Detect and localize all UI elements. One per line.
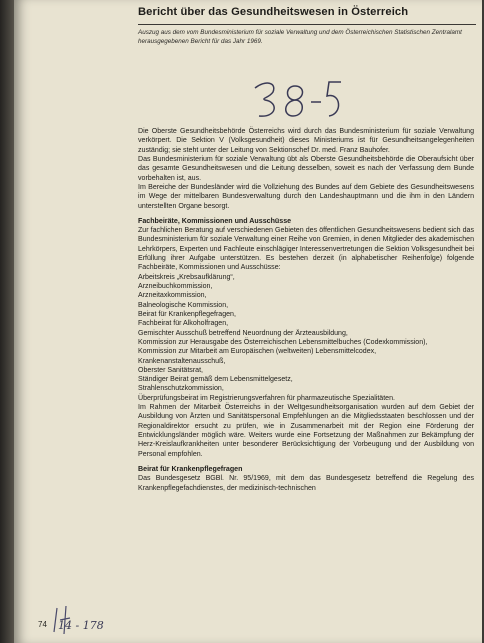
handwritten-note	[251, 78, 346, 122]
document-subtitle: Auszug aus dem vom Bundesministerium für soziale Verwaltung und dem Österreichischen Statistischen Zentralamt herausgegebenen Bericht für das Jahr 1969.	[138, 29, 462, 45]
binding-edge	[0, 0, 14, 643]
list-item: Arzneibuchkommission,	[138, 283, 213, 290]
list-item: Fachbeirat für Alkoholfragen,	[138, 320, 229, 328]
list-item: Strahlenschutzkommission,	[138, 385, 224, 393]
document-body	[138, 127, 474, 493]
paragraph: Im Rahmen der Mitarbeit Österreichs in der Weltgesundheitsorganisation wurden auf dem Gebiet der Ausbildung von Ärzten und Sanitätspersonal Empfehlungen an die Mitgliedsstaaten beschlossen und der Regionaldirektor ersucht zu prüfen, wie in Zusammenarbeit mit der Region eine Förderung der Entwicklungsländer möglich wäre. Weiters wurde eine Fortsetzung der Maßnahmen zur Bekämpfung der Herz-Kreislaufkrankheiten unter besonderer Berücksichtigung der Vorbeugung und der Ausbildung von Personal empfohlen.	[138, 404, 474, 458]
section-heading: Beirat für Krankenpflegefragen	[138, 464, 243, 473]
list-item: Balneologische Kommission,	[138, 301, 229, 309]
section-heading: Fachbeiräte, Kommissionen und Ausschüsse	[138, 216, 292, 225]
document-title: Bericht über das Gesundheitswesen in Österreich	[138, 6, 409, 18]
list-item: Ständiger Beirat gemäß dem Lebensmittelgesetz,	[138, 376, 293, 384]
committee-list	[138, 273, 474, 403]
document-page	[14, 0, 482, 643]
title-rule	[138, 24, 476, 25]
list-item: Arbeitskreis „Krebsaufklärung“,	[138, 273, 235, 281]
list-item: Oberster Sanitätsrat,	[138, 366, 204, 374]
list-item: Kommission zur Mitarbeit am Europäischen (weltweiten) Lebensmittelcodex,	[138, 348, 377, 356]
list-item: Krankenanstaltenausschuß,	[138, 357, 226, 365]
paragraph: Die Oberste Gesundheitsbehörde Österreichs wird durch das Bundesministerium für soziale Verwaltung verkörpert. Die Sektion V (Volksgesundheit) dieses Ministeriums ist für Gesundheitsangelegenheiten zuständig; sie steht unter der Leitung von Sektionschef Dr. med. Franz Bauhofer.	[138, 128, 474, 154]
paragraph: Zur fachlichen Beratung auf verschiedenen Gebieten des öffentlichen Gesundheitswesens bedient sich das Bundesministerium für soziale Verwaltung einer Reihe von Gremien, in denen Mitglieder des akademischen Lehrkörpers, Experten und Fachleute einschlägiger Interessenvertretungen die Sektion Volksgesundheit bei Erfüllung ihrer Aufgabe unterstützen. Es bestehen derzeit (in alphabetischer Reihenfolge) folgende Fachbeiräte, Kommissionen und Ausschüsse:	[138, 227, 474, 272]
list-item: Kommission zur Herausgabe des Österreichischen Lebensmittelbuches (Codexkommission),	[138, 338, 428, 346]
paragraph: Das Bundesministerium für soziale Verwaltung übt als Oberste Gesundheitsbehörde die Oberaufsicht über das gesamte Gesundheitswesen und die Leitung desselben, soweit es nach der Verfassung dem Bunde vorbehalten ist, aus.	[138, 155, 474, 182]
paragraph: Das Bundesgesetz BGBl. Nr. 95/1969, mit dem das Bundesgesetz betreffend die Regelung des Krankenpflegefachdienstes, der medizinisch-technischen	[138, 475, 474, 492]
page-number: 74	[38, 620, 47, 629]
list-item: Beirat für Krankenpflegefragen,	[138, 310, 236, 318]
paragraph: Im Bereiche der Bundesländer wird die Vollziehung des Bundes auf dem Gebiete des Gesundheitswesens im Wege der mittelbaren Bundesverwaltung durch den Landeshauptmann und die ihm in den Ländern unterstellten Organe besorgt.	[138, 183, 474, 210]
list-item: Überprüfungsbeirat im Registrierungsverfahren für pharmazeutische Spezialitäten.	[138, 394, 395, 402]
list-item: Arzneitaxkommission,	[138, 292, 207, 300]
bottom-handwritten-note: 14 - 178	[58, 619, 104, 632]
list-item: Gemischter Ausschuß betreffend Neuordnung der Ärzteausbildung,	[138, 329, 348, 337]
